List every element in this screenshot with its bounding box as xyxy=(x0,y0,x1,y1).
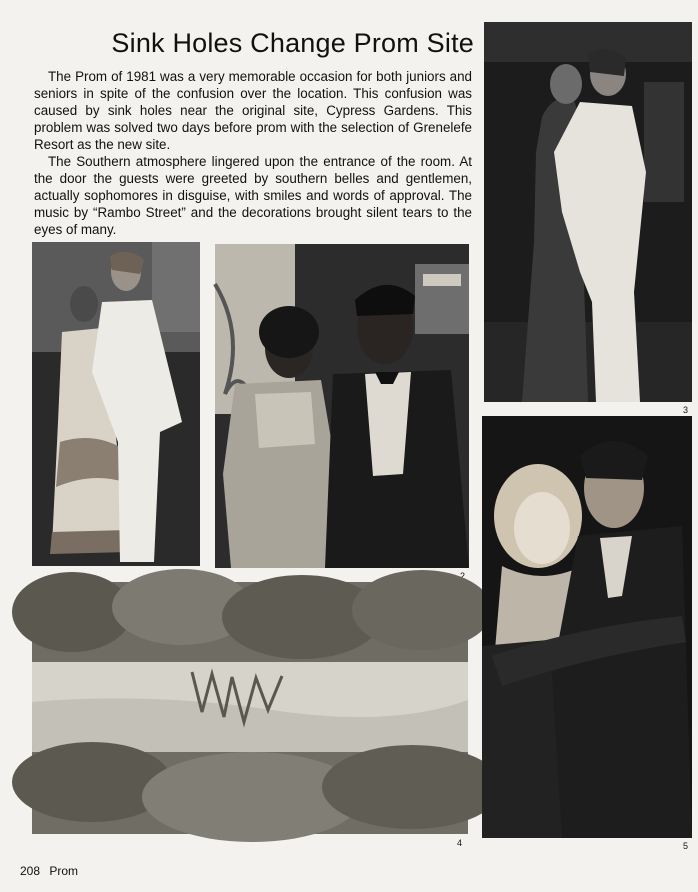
article-body xyxy=(34,68,472,238)
photo-2-couple-tuxedo xyxy=(215,244,469,581)
section-name: Prom xyxy=(49,864,79,878)
article-headline: Sink Holes Change Prom Site xyxy=(111,28,474,58)
photo-4-caption: 4 xyxy=(456,838,462,848)
article-paragraph-1: The Prom of 1981 was a very memorable occasion for both juniors and seniors in spite of the confusion over the location. This confusion was caused by sink holes near the original site, Cypress Gardens. This problem was solved two days before prom with the selection of Grenelefe Resort as the new site. xyxy=(34,69,472,152)
article-paragraph-2: The Southern atmosphere lingered upon the entrance of the room. At the door the guests were greeted by southern belles and gentlemen, actually sophomores in disguise, with smiles and words of approval. The music by “Rambo Street” and the decorations brought silent tears to the eyes of many. xyxy=(34,154,472,237)
photo-3-caption: 3 xyxy=(682,405,688,415)
photo-1-couple-floral-gown xyxy=(32,242,200,566)
photo-2-caption: 2 xyxy=(459,571,465,581)
page-number: 208 xyxy=(20,864,41,878)
photo-5-couple-embrace xyxy=(482,416,692,851)
photo-5-caption: 5 xyxy=(682,841,688,851)
photo-3-dancing-couple xyxy=(484,22,692,415)
photo-4-sink-hole xyxy=(32,582,468,848)
page-folio xyxy=(20,864,84,878)
